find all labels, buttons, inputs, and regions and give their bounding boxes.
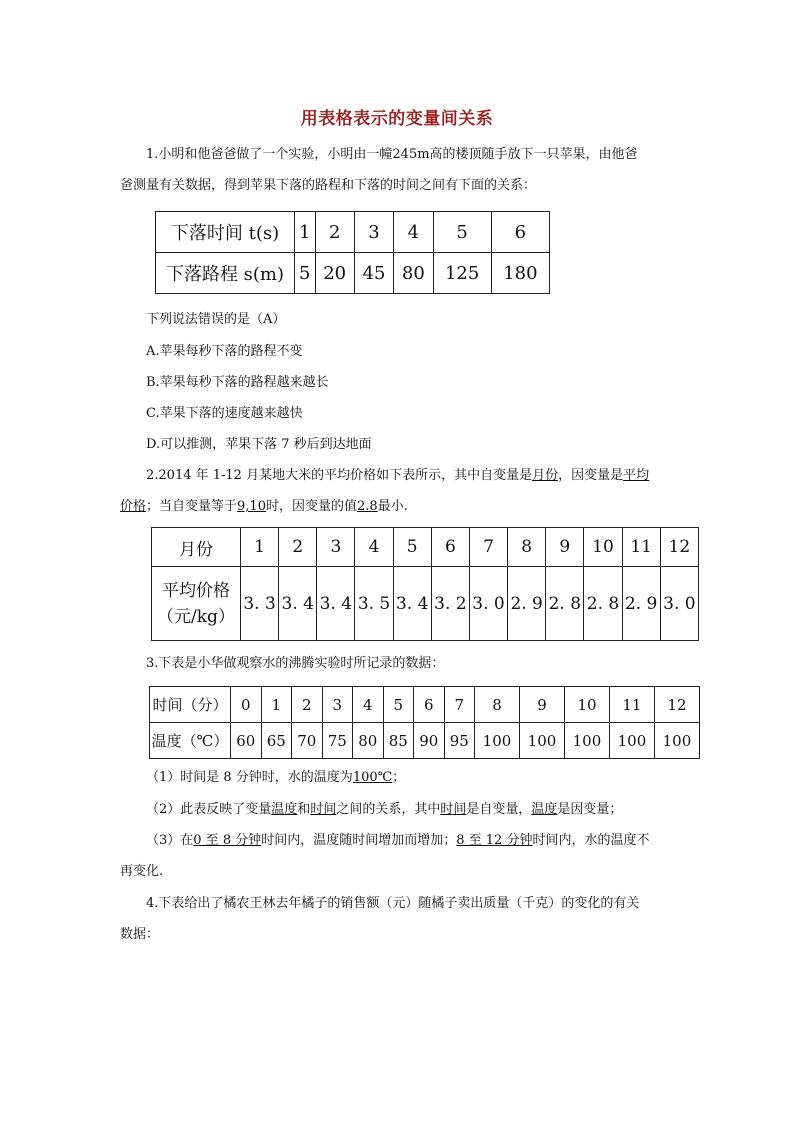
q3-answer-3-cont: 再变化.: [120, 864, 164, 879]
table-row: [152, 528, 699, 567]
q4-line1: 4.下表给出了橘农王林去年橘子的销售额（元）随橘子卖出质量（千克）的变化的有关: [146, 896, 640, 911]
table-cell: 3. 3: [241, 567, 279, 641]
q1-line1: 1.小明和他爸爸做了一个实验，小明由一幢245m高的楼顶随手放下一只苹果，由他爸: [146, 147, 638, 162]
table-cell: 2. 8: [584, 567, 622, 641]
table-cell: 11: [622, 528, 660, 567]
table-cell: 100: [609, 723, 654, 759]
table-cell: 100: [564, 723, 609, 759]
table-cell: 100: [654, 723, 699, 759]
table-cell: 9: [519, 687, 564, 723]
q1-line2: 爸测量有关数据，得到苹果下落的路程和下落的时间之间有下面的关系：: [120, 178, 537, 193]
table-header-cell: 下落路程 s(m): [156, 253, 295, 294]
page-title: 用表格表示的变量间关系: [300, 109, 494, 129]
q1-option-c: C.苹果下落的速度越来越快: [146, 406, 303, 421]
table-row: [150, 687, 700, 723]
table-header-cell: 下落时间 t(s): [156, 212, 295, 253]
table-cell: 12: [660, 528, 698, 567]
table-cell: 6: [491, 212, 549, 253]
table-row: [156, 212, 550, 253]
table-cell: 45: [354, 253, 393, 294]
table-cell: 5: [383, 687, 414, 723]
table-cell: 1: [241, 528, 279, 567]
q1-question: 下列说法错误的是（A）: [146, 312, 286, 327]
table-cell: 12: [654, 687, 699, 723]
table-cell: 4: [353, 687, 384, 723]
table-cell: 10: [584, 528, 622, 567]
table-cell: 60: [231, 723, 262, 759]
table-row: [156, 253, 550, 294]
table-header-cell: 时间（分）: [150, 687, 231, 723]
table-cell: 5: [393, 528, 431, 567]
q1-table: [155, 211, 550, 294]
q2-table: [151, 527, 699, 641]
q2-answer-min: 2.8: [357, 499, 378, 514]
table-cell: 3: [317, 528, 355, 567]
table-cell: 0: [231, 687, 262, 723]
table-cell: 2. 9: [508, 567, 546, 641]
table-cell: 6: [414, 687, 445, 723]
table-cell: 4: [355, 528, 393, 567]
q3-table: [149, 686, 700, 759]
q2-answer-dependent: 平均: [623, 468, 650, 483]
q2-line1: 2.2014 年 1-12 月某地大米的平均价格如下表所示，其中自变量是月份，因变量是平均: [146, 468, 650, 483]
table-cell: 80: [353, 723, 384, 759]
table-cell: 2: [292, 687, 323, 723]
table-cell: 6: [431, 528, 469, 567]
table-cell: 85: [383, 723, 414, 759]
table-cell: 8: [508, 528, 546, 567]
q1-option-b: B.苹果每秒下落的路程越来越长: [146, 375, 329, 390]
table-cell: 3. 2: [431, 567, 469, 641]
table-cell: 70: [292, 723, 323, 759]
table-cell: 80: [394, 253, 433, 294]
table-cell: 3. 0: [660, 567, 698, 641]
table-cell: 1: [261, 687, 292, 723]
table-cell: 8: [475, 687, 520, 723]
table-cell: 180: [491, 253, 549, 294]
table-cell: 2: [279, 528, 317, 567]
table-cell: 125: [433, 253, 491, 294]
table-cell: 5: [433, 212, 491, 253]
table-cell: 1: [295, 212, 316, 253]
table-cell: 90: [414, 723, 445, 759]
table-cell: 95: [444, 723, 475, 759]
table-cell: 5: [295, 253, 316, 294]
table-cell: 3. 4: [393, 567, 431, 641]
q3-answer-2: （2）此表反映了变量温度和时间之间的关系，其中时间是自变量，温度是因变量；: [146, 802, 623, 817]
q1-option-d: D.可以推测，苹果下落 7 秒后到达地面: [146, 437, 372, 452]
q3-answer-3: （3）在0 至 8 分钟时间内，温度随时间增加而增加；8 至 12 分钟时间内，水的温度不: [146, 833, 650, 848]
table-cell: 7: [469, 528, 507, 567]
q3-intro: 3.下表是小华做观察水的沸腾实验时所记录的数据：: [146, 656, 445, 671]
table-cell: 2: [315, 212, 354, 253]
table-cell: 10: [564, 687, 609, 723]
table-header-cell: 月份: [152, 528, 241, 567]
table-cell: 4: [394, 212, 433, 253]
table-cell: 3: [354, 212, 393, 253]
table-cell: 3. 0: [469, 567, 507, 641]
q3-answer-1: （1）时间是 8 分钟时，水的温度为100℃；: [146, 770, 406, 785]
table-row: [150, 723, 700, 759]
table-cell: 7: [444, 687, 475, 723]
table-cell: 9: [546, 528, 584, 567]
q4-line2: 数据：: [120, 927, 160, 942]
table-header-cell: 温度（℃）: [150, 723, 231, 759]
table-row: [152, 567, 699, 641]
table-cell: 20: [315, 253, 354, 294]
q2-answer-independent: 月份: [532, 468, 559, 483]
table-cell: 2. 8: [546, 567, 584, 641]
table-cell: 65: [261, 723, 292, 759]
table-cell: 100: [475, 723, 520, 759]
table-cell: 3. 5: [355, 567, 393, 641]
table-cell: 3: [322, 687, 353, 723]
table-header-cell: 平均价格 （元/kg）: [152, 567, 241, 641]
table-cell: 11: [609, 687, 654, 723]
table-cell: 2. 9: [622, 567, 660, 641]
q1-option-a: A.苹果每秒下落的路程不变: [146, 344, 303, 359]
table-cell: 100: [519, 723, 564, 759]
table-cell: 3. 4: [317, 567, 355, 641]
q2-line2: 价格；当自变量等于9,10时，因变量的值2.8最小.: [120, 499, 408, 514]
table-cell: 75: [322, 723, 353, 759]
q2-answer-months: 9,10: [237, 499, 266, 514]
table-cell: 3. 4: [279, 567, 317, 641]
